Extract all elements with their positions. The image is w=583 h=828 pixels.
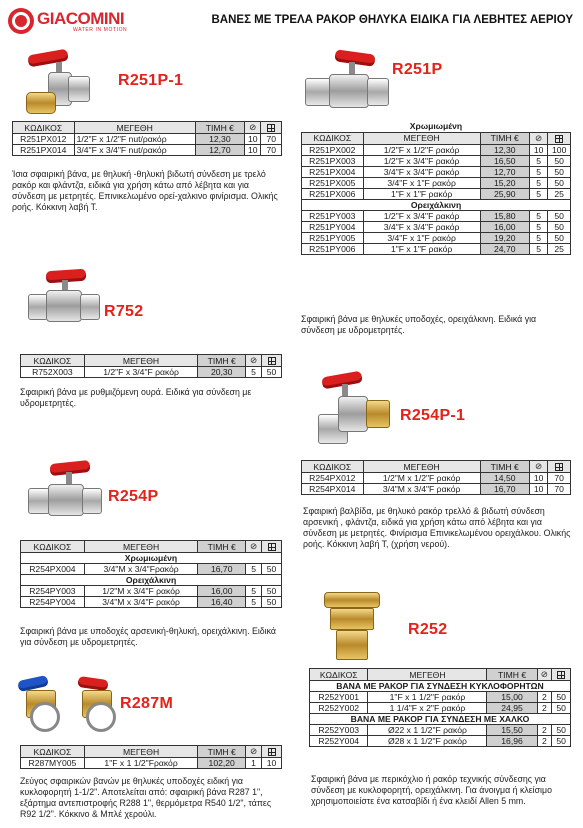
cell-price: 12,70 [480,166,529,177]
r287m-description: Ζεύγος σφαιρικών βανών με θηλυκές υποδοχές ειδική για κυκλοφορητή 1-1/2". Αποτελείται από: σφαιρική βάνα R287 1", εξάρτημα αντεπιστροφής R288 1", θερμόμετρα R540 1/2", τάπες R92 1/2". Κόκκινο & Μπλέ χερούλι. [20,776,272,819]
cell-code: R252Y003 [310,725,368,736]
table-row [310,725,571,736]
cell-box: 50 [548,166,571,177]
cell-price: 25,90 [480,188,529,199]
cell-code: R251PY006 [302,243,364,254]
cell-price: 16,40 [198,597,246,608]
cell-size: 1/2"F x 3/4"F ρακόρ [363,210,480,221]
cell-code: R251PY004 [302,221,364,232]
box-grid-icon [555,135,563,143]
r251p-product-image [305,48,393,116]
cell-box: 25 [548,243,571,254]
box-grid-icon [268,543,276,551]
col-pack-small: ⊘ [537,669,552,681]
r251p-price-table [301,121,571,255]
col-pack-small: ⊘ [529,461,547,473]
cell-price: 102,20 [198,758,246,769]
table-row [302,221,571,232]
r254p1-price-table [301,460,571,495]
table-row [302,484,571,495]
group-chrome-label: Χρωμιωμένη [21,553,282,564]
cell-price: 15,80 [480,210,529,221]
cell-size: 1/2"F x 3/4"F ρακόρ [84,367,198,378]
group-pump-label: ΒΑΝΑ ΜΕ ΡΑΚΟΡ ΓΙΑ ΣΥΝΔΕΣΗ ΚΥΚΛΟΦΟΡΗΤΩΝ [310,681,571,692]
table-row [13,145,282,156]
cell-code: R287MY005 [21,758,85,769]
group-row [302,121,571,132]
cell-box: 50 [262,586,282,597]
r252-product-image [320,592,386,662]
col-code: ΚΩΔΙΚΟΣ [302,461,364,473]
col-pack-small: ⊘ [529,132,547,144]
cell-price: 24,70 [480,243,529,254]
table-header-row [310,669,571,681]
cell-code: R251PX014 [13,145,75,156]
group-brass-label: Ορειχάλκινη [21,575,282,586]
group-row [310,714,571,725]
table-header-row [21,355,282,367]
col-price: ΤΙΜΗ € [487,669,537,681]
col-code: ΚΩΔΙΚΟΣ [21,541,85,553]
col-pack-box [262,746,282,758]
cell-size: 1 1/4"F x 2"F ρακόρ [368,703,487,714]
cell-price: 15,00 [487,692,537,703]
col-size: ΜΕΓΕΘΗ [363,132,480,144]
col-code: ΚΩΔΙΚΟΣ [310,669,368,681]
r287m-product-image [16,672,120,738]
cell-code: R254PX012 [302,473,364,484]
cell-pack: 5 [246,586,262,597]
col-pack-box [262,355,282,367]
cell-size: 1"F x 1"F ρακόρ [363,243,480,254]
r254p1-product-image [308,370,394,448]
table-row [310,692,571,703]
r752-description: Σφαιρική βάνα με ρυθμιζόμενη ουρά. Ειδικά για σύνδεση με υδρομετρητές. [20,387,252,408]
cell-price: 16,70 [198,564,246,575]
r752-price-table [20,354,282,378]
cell-size: 3/4"F x 1"F ρακόρ [363,177,480,188]
cell-size: 3/4"M x 3/4"F ρακόρ [84,597,198,608]
cell-pack: 5 [529,166,547,177]
cell-size: 1/2"F x 1/2"F ρακόρ [363,144,480,155]
col-pack-box [548,132,571,144]
col-size: ΜΕΓΕΘΗ [84,746,197,758]
cell-pack: 2 [537,725,552,736]
cell-pack: 5 [529,188,547,199]
cell-price: 19,20 [480,232,529,243]
cell-pack: 5 [529,221,547,232]
cell-box: 25 [548,188,571,199]
cell-box: 50 [262,564,282,575]
cell-box: 70 [261,145,282,156]
cell-code: R254PY003 [21,586,85,597]
cell-size: 3/4"F x 3/4"F nut/ρακόρ [74,145,195,156]
cell-pack: 10 [529,473,547,484]
cell-code: R251PX006 [302,188,364,199]
r251p-code-label: R251P [392,61,443,78]
table-row [302,166,571,177]
cell-box: 100 [548,144,571,155]
col-price: ΤΙΜΗ € [480,461,529,473]
col-pack-small: ⊘ [246,746,262,758]
cell-price: 12,30 [480,144,529,155]
cell-size: 1"F x 1 1/2"F ρακόρ [368,692,487,703]
r752-code-label: R752 [104,303,144,320]
cell-pack: 10 [245,145,261,156]
r254p-description: Σφαιρική βάνα με υποδοχές αρσενική-θηλυκή, ορειχάλκινη. Ειδικά για σύνδεση με υδρομετρητές. [20,626,277,647]
group-copper-label: ΒΑΝΑ ΜΕ ΡΑΚΟΡ ΓΙΑ ΣΥΝΔΕΣΗ ΜΕ ΧΑΛΚΟ [310,714,571,725]
cell-size: Ø28 x 1 1/2"F ρακόρ [368,736,487,747]
cell-box: 50 [552,725,571,736]
cell-pack: 10 [529,144,547,155]
cell-code: R251PX003 [302,155,364,166]
cell-size: 3/4"F x 1"F ρακόρ [363,232,480,243]
col-size: ΜΕΓΕΘΗ [84,541,198,553]
table-header-row [21,746,282,758]
table-header-row [21,541,282,553]
cell-box: 50 [548,177,571,188]
cell-box: 70 [548,484,571,495]
table-row [310,736,571,747]
cell-code: R752X003 [21,367,85,378]
cell-pack: 10 [529,484,547,495]
r287m-code-label: R287M [120,695,174,712]
cell-box: 50 [552,692,571,703]
cell-box: 50 [548,210,571,221]
col-price: ΤΙΜΗ € [195,122,244,134]
cell-size: 1"F x 1"F ρακόρ [363,188,480,199]
col-pack-box [552,669,571,681]
cell-price: 16,70 [480,484,529,495]
table-row [302,473,571,484]
col-pack-small: ⊘ [245,122,261,134]
cell-price: 16,00 [198,586,246,597]
giacomini-logo-icon [8,8,34,34]
col-code: ΚΩΔΙΚΟΣ [21,746,85,758]
cell-box: 70 [261,134,282,145]
col-code: ΚΩΔΙΚΟΣ [13,122,75,134]
cell-pack: 5 [529,243,547,254]
cell-box: 50 [548,221,571,232]
r254p-product-image [28,460,104,526]
col-size: ΜΕΓΕΘΗ [363,461,480,473]
r251p1-price-table [12,121,282,156]
table-row [21,758,282,769]
table-row [21,597,282,608]
table-row [21,367,282,378]
r287m-price-table [20,745,282,769]
table-row [302,243,571,254]
cell-size: 1"F x 1 1/2"Fρακόρ [84,758,197,769]
table-row [310,703,571,714]
col-code: ΚΩΔΙΚΟΣ [21,355,85,367]
cell-price: 12,70 [195,145,244,156]
cell-code: R254PX014 [302,484,364,495]
col-pack-small: ⊘ [246,541,262,553]
cell-pack: 2 [537,736,552,747]
cell-size: 3/4"F x 3/4"F ρακόρ [363,166,480,177]
cell-pack: 5 [246,597,262,608]
table-header-row [13,122,282,134]
table-row [302,188,571,199]
table-row [302,210,571,221]
cell-size: 3/4"F x 3/4"F ρακόρ [363,221,480,232]
cell-box: 10 [262,758,282,769]
cell-size: 1/2"M x 3/4"F ρακόρ [84,586,198,597]
brand-logo [8,8,127,34]
col-price: ΤΙΜΗ € [198,746,246,758]
brand-name: GIACOMINI [37,8,125,28]
cell-size: 3/4"M x 3/4"F ρακόρ [363,484,480,495]
r251p1-code-label: R251P-1 [118,72,184,89]
col-pack-small: ⊘ [246,355,262,367]
table-row [21,564,282,575]
r251p1-description: Ίσια σφαιρική βάνα, με θηλυκή -θηλυκή βιδωτή σύνδεση με τρελό ρακόρ και φλάντζα, ειδικά για χρήση κάτω από λέβητα και για σύνδεση με μετρητές. Επινικελωμένο ορεί-χαλκινο φινίρισμα. Ολικής ροής. Κόκκινη λαβή Τ. [12,169,278,212]
cell-pack: 5 [529,155,547,166]
cell-box: 50 [552,736,571,747]
table-row [21,586,282,597]
cell-pack: 5 [529,232,547,243]
cell-price: 24,95 [487,703,537,714]
table-header-row [302,132,571,144]
cell-pack: 5 [246,367,262,378]
cell-box: 50 [548,155,571,166]
r251p-description: Σφαιρική βάνα με θηλυκές υποδοχές, ορειχάλκινη. Ειδικά για σύνδεση με υδρομετρητές. [301,314,537,335]
cell-code: R251PX002 [302,144,364,155]
cell-price: 14,50 [480,473,529,484]
r251p1-product-image [22,48,110,118]
cell-pack: 2 [537,703,552,714]
page-title: ΒΑΝΕΣ ΜΕ ΤΡΕΛΑ ΡΑΚΟΡ ΘΗΛΥΚΑ ΕΙΔΙΚΑ ΓΙΑ ΛΕΒΗΤΕΣ ΑΕΡΙΟΥ [211,14,573,26]
cell-pack: 10 [245,134,261,145]
cell-size: 1/2"M x 1/2"F ρακόρ [363,473,480,484]
cell-price: 15,20 [480,177,529,188]
group-chrome-label: Χρωμιωμένη [302,121,571,132]
col-size: ΜΕΓΕΘΗ [74,122,195,134]
cell-code: R254PY004 [21,597,85,608]
col-pack-box [261,122,282,134]
col-size: ΜΕΓΕΘΗ [368,669,487,681]
cell-code: R252Y001 [310,692,368,703]
cell-code: R251PX004 [302,166,364,177]
box-grid-icon [267,124,275,132]
col-pack-box [262,541,282,553]
col-price: ΤΙΜΗ € [198,541,246,553]
col-pack-box [548,461,571,473]
cell-price: 16,50 [480,155,529,166]
cell-price: 16,00 [480,221,529,232]
cell-pack: 1 [246,758,262,769]
r254p1-code-label: R254P-1 [400,407,466,424]
box-grid-icon [268,748,276,756]
table-row [302,144,571,155]
r752-product-image [28,268,102,334]
cell-box: 50 [262,597,282,608]
r252-price-table [309,668,571,747]
group-row [21,553,282,564]
cell-code: R252Y002 [310,703,368,714]
cell-size: 3/4"M x 3/4"Fρακόρ [84,564,198,575]
cell-box: 50 [548,232,571,243]
cell-price: 15,50 [487,725,537,736]
cell-code: R254PX004 [21,564,85,575]
table-row [13,134,282,145]
cell-code: R251PX005 [302,177,364,188]
cell-pack: 2 [537,692,552,703]
cell-price: 12,30 [195,134,244,145]
col-price: ΤΙΜΗ € [480,132,529,144]
group-row [310,681,571,692]
cell-pack: 5 [246,564,262,575]
r252-description: Σφαιρική βάνα με περικόχλιο ή ρακόρ τεχνικής σύνδεσης για σύνδεση με κυκλοφορητή, ορειχάλκινη. Για άνοιγμα ή κλείσιμο χρησιμοποιείστε ένα κατσαβίδι ή ένα κλειδί Allen 5 mm. [311,774,552,806]
cell-size: Ø22 x 1 1/2"F ρακόρ [368,725,487,736]
group-row [302,199,571,210]
cell-code: R251PY003 [302,210,364,221]
table-row [302,177,571,188]
table-header-row [302,461,571,473]
cell-box: 50 [262,367,282,378]
cell-size: 1/2"F x 1/2"F nut/ρακόρ [74,134,195,145]
cell-price: 16,96 [487,736,537,747]
table-row [302,155,571,166]
r254p1-description: Σφαιρική βαλβίδα, με θηλυκό ρακόρ τρελλό & βιδωτή σύνδεση αρσενική , φλάντζα, ειδικά για χρήση κάτω από λέβητα και για σύνδεση με μετρητές. Φινίρισμα Επινικελωμένου ορειχάλκου. Ολικής ροής. Κόκκινη λαβή Τ, (χρήση νερού). [303,506,571,549]
r254p-code-label: R254P [108,488,159,505]
table-row [302,232,571,243]
cell-pack: 5 [529,177,547,188]
col-size: ΜΕΓΕΘΗ [84,355,198,367]
group-row [21,575,282,586]
r252-code-label: R252 [408,621,448,638]
col-code: ΚΩΔΙΚΟΣ [302,132,364,144]
cell-price: 20,30 [198,367,246,378]
cell-box: 70 [548,473,571,484]
cell-box: 50 [552,703,571,714]
cell-code: R251PX012 [13,134,75,145]
group-brass-label: Ορειχάλκινη [302,199,571,210]
brand-tagline: WATER IN MOTION [73,26,128,33]
cell-code: R252Y004 [310,736,368,747]
box-grid-icon [268,357,276,365]
cell-code: R251PY005 [302,232,364,243]
r254p-price-table [20,540,282,608]
box-grid-icon [555,463,563,471]
box-grid-icon [557,671,565,679]
cell-size: 1/2"F x 3/4"F ρακόρ [363,155,480,166]
cell-pack: 5 [529,210,547,221]
col-price: ΤΙΜΗ € [198,355,246,367]
